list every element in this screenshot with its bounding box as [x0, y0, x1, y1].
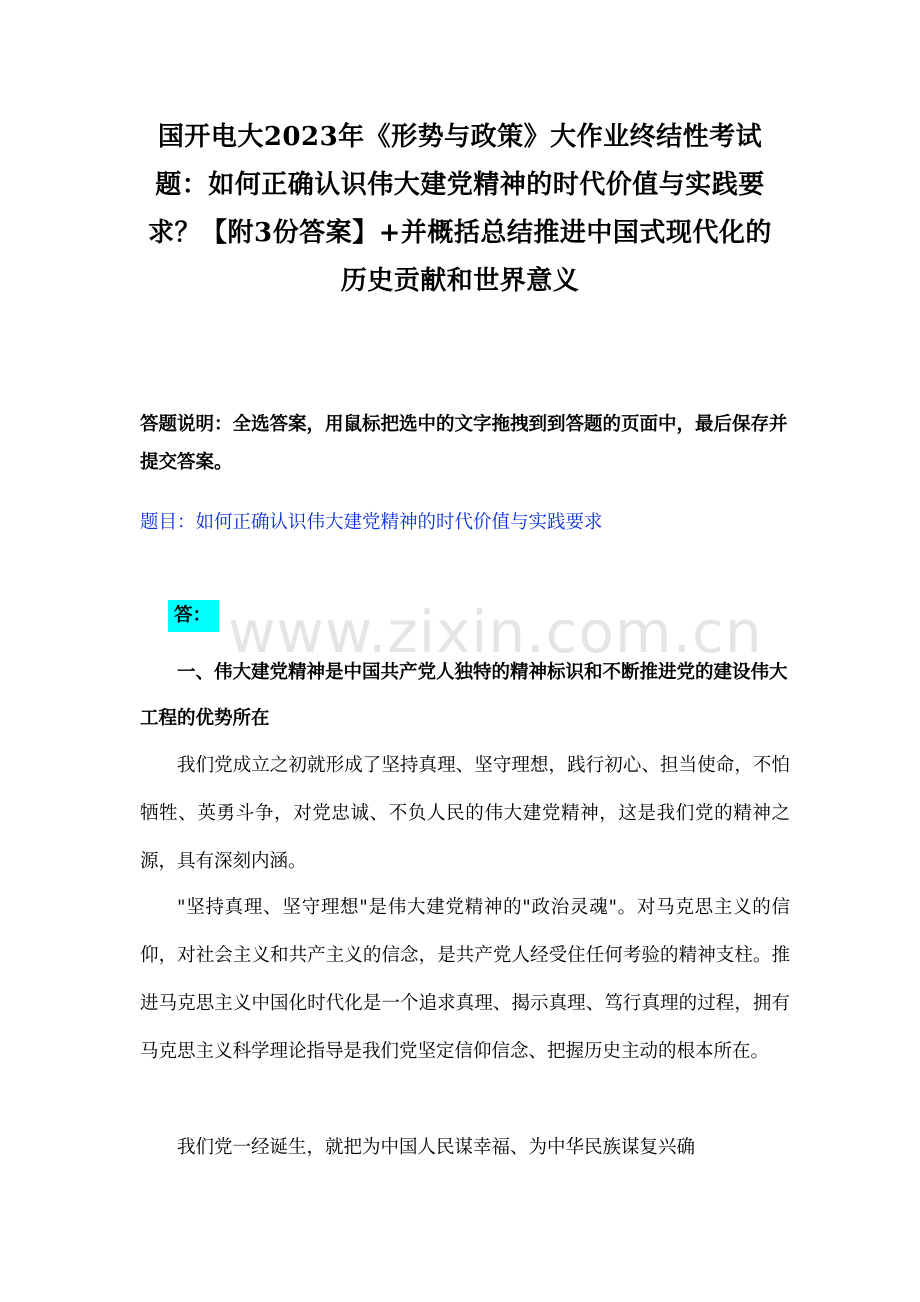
section-heading-1: 一、伟大建党精神是中国共产党人独特的精神标识和不断推进党的建设伟大工程的优势所在 [140, 662, 788, 729]
body-paragraph-2: "坚持真理、坚守理想"是伟大建党精神的"政治灵魂"。对马克思主义的信仰，对社会主义和共产主义的信念，是共产党人经受住任何考验的精神支柱。推进马克思主义中国化时代化是一个追求真理、揭示真理、笃行真理的过程，拥有马克思主义科学理论指导是我们党坚定信仰信念、把握历史主动的根本所在。 [140, 897, 790, 1062]
body-paragraph-3: 我们党一经诞生，就把为中国人民谋幸福、为中华民族谋复兴确 [177, 1137, 696, 1158]
answer-instructions: 答题说明：全选答案，用鼠标把选中的文字拖拽到到答题的页面中，最后保存并提交答案。 [140, 414, 788, 473]
question-text: 题目：如何正确认识伟大建党精神的时代价值与实践要求 [140, 512, 603, 533]
document-title: 国开电大2023年《形势与政策》大作业终结性考试题：如何正确认识伟大建党精神的时代价值与实践要求？【附3份答案】+并概括总结推进中国式现代化的历史贡献和世界意义 [148, 122, 772, 296]
body-paragraph-1: 我们党成立之初就形成了坚持真理、坚守理想，践行初心、担当使命，不怕牺牲、英勇斗争，对党忠诚、不负人民的伟大建党精神，这是我们党的精神之源，具有深刻内涵。 [140, 755, 790, 872]
site-watermark: www.zixin.com.cn [228, 598, 763, 666]
answer-label-highlight: 答： [168, 600, 219, 632]
